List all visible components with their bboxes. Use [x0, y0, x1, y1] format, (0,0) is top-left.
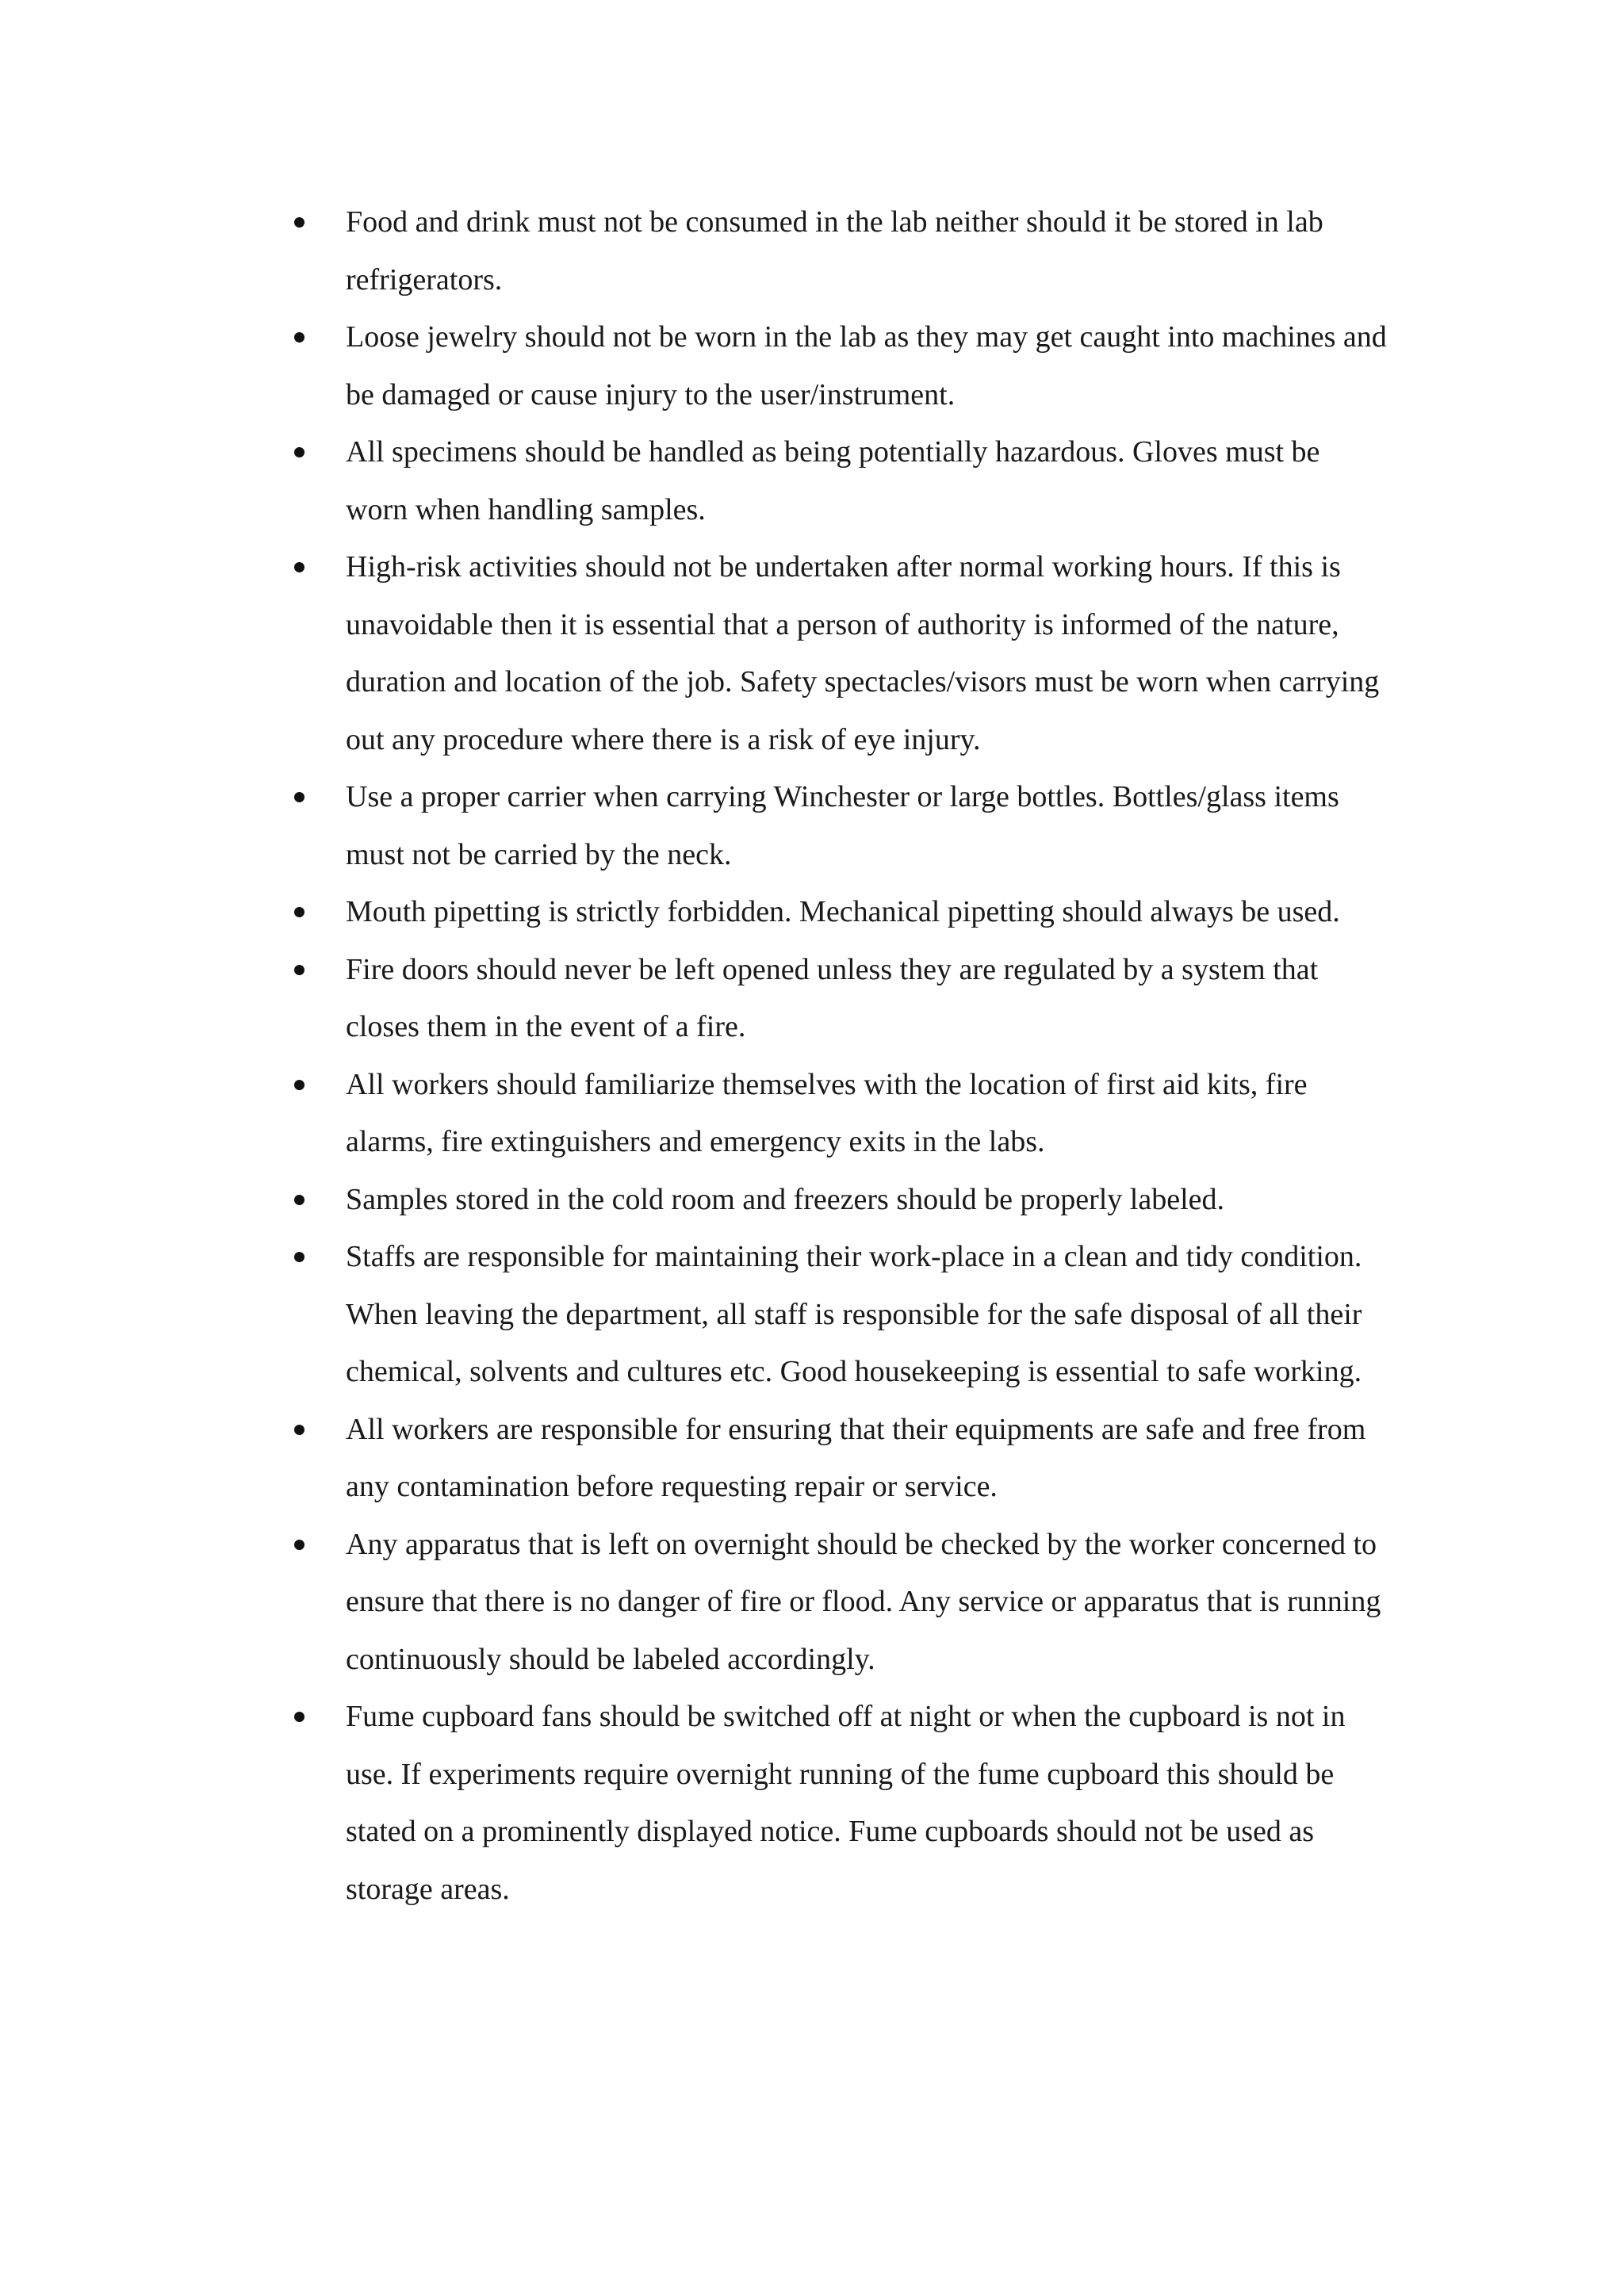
list-item-text: Fume cupboard fans should be switched off at night or when the cupboard is not in use. If experiments require overnight running of the fume cupboard this should be stated on a prominently displayed notice. Fume cupboards should not be used as storage areas.: [346, 1700, 1346, 1906]
lab-rules-list: [285, 193, 1388, 1918]
list-item-text: All specimens should be handled as being potentially hazardous. Gloves must be worn when handling samples.: [346, 435, 1320, 526]
list-item-text: Samples stored in the cold room and freezers should be properly labeled.: [346, 1182, 1224, 1216]
bullet-icon: [294, 792, 304, 802]
bullet-icon: [294, 1712, 304, 1722]
list-item: [285, 308, 1388, 423]
bullet-icon: [294, 562, 304, 572]
list-item: [285, 1056, 1388, 1171]
list-item-text: All workers are responsible for ensuring that their equipments are safe and free from any contamination before requesting repair or service.: [346, 1412, 1366, 1503]
list-item: [285, 1401, 1388, 1516]
bullet-icon: [294, 447, 304, 457]
list-item: [285, 538, 1388, 768]
list-item-text: All workers should familiarize themselves with the location of first aid kits, fire alarms, fire extinguishers and emergency exits in the labs.: [346, 1067, 1308, 1158]
bullet-icon: [294, 332, 304, 342]
list-item-text: Loose jewelry should not be worn in the lab as they may get caught into machines and be damaged or cause injury to the user/instrument.: [346, 320, 1387, 411]
list-item: [285, 1228, 1388, 1401]
list-item: [285, 1688, 1388, 1918]
list-item: [285, 941, 1388, 1056]
bullet-icon: [294, 1540, 304, 1550]
list-item-text: Food and drink must not be consumed in the lab neither should it be stored in lab refrigerators.: [346, 205, 1323, 297]
bullet-icon: [294, 965, 304, 975]
bullet-icon: [294, 1252, 304, 1262]
list-item: [285, 423, 1388, 538]
bullet-icon: [294, 1195, 304, 1205]
bullet-icon: [294, 217, 304, 228]
list-item-text: Mouth pipetting is strictly forbidden. Mechanical pipetting should always be used.: [346, 895, 1340, 928]
list-item-text: Staffs are responsible for maintaining their work-place in a clean and tidy condition. When leaving the department, all staff is responsible for the safe disposal of all their chemical, solvents and cultures etc. Good housekeeping is essential to safe working.: [346, 1240, 1362, 1388]
bullet-icon: [294, 1425, 304, 1435]
list-item: [285, 193, 1388, 308]
list-item: [285, 883, 1388, 941]
list-item-text: Any apparatus that is left on overnight should be checked by the worker concerned to ensure that there is no danger of fire or flood. Any service or apparatus that is running continuously should be labeled accordingly.: [346, 1527, 1381, 1676]
list-item: [285, 1516, 1388, 1689]
bullet-icon: [294, 1080, 304, 1090]
list-item-text: Use a proper carrier when carrying Winchester or large bottles. Bottles/glass items must not be carried by the neck.: [346, 780, 1339, 871]
list-item-text: Fire doors should never be left opened unless they are regulated by a system that closes them in the event of a fire.: [346, 952, 1319, 1043]
bullet-icon: [294, 907, 304, 917]
list-item-text: High-risk activities should not be undertaken after normal working hours. If this is unavoidable then it is essential that a person of authority is informed of the nature, duration and location of the job. Safety spectacles/visors must be worn when carrying out any procedure where there is a risk of eye injury.: [346, 550, 1380, 756]
list-item: [285, 768, 1388, 883]
list-item: [285, 1171, 1388, 1229]
